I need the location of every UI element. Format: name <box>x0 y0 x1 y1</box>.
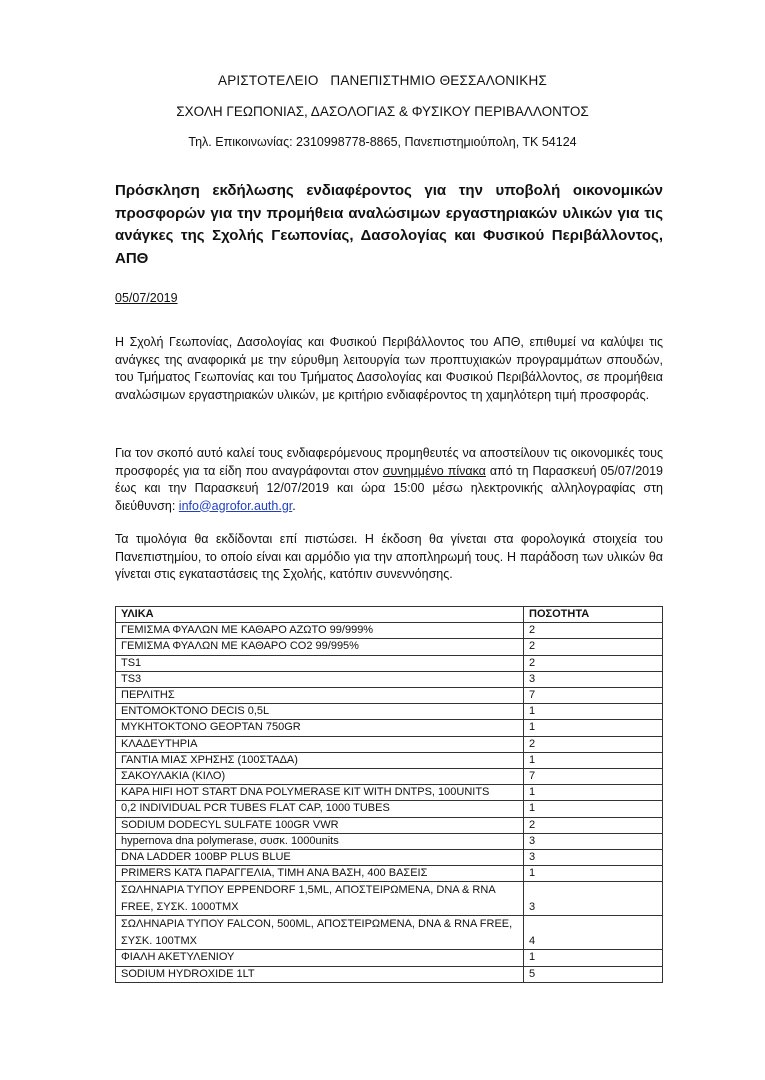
material-name: SODIUM DODECYL SULFATE 100GR VWR <box>116 817 524 833</box>
material-name: ΚΛΑΔΕΥΤΗΡΙΑ <box>116 736 524 752</box>
material-name: ΜΥΚΗΤΟΚΤΟΝΟ GEOPTAN 750GR <box>116 720 524 736</box>
material-quantity: 1 <box>524 801 663 817</box>
column-header-materials: ΥΛΙΚΑ <box>116 607 524 623</box>
material-quantity: 1 <box>524 704 663 720</box>
materials-table <box>115 606 663 983</box>
column-header-quantity: ΠΟΣΟΤΗΤΑ <box>524 607 663 623</box>
material-quantity: 1 <box>524 785 663 801</box>
instructions-text-3: . <box>292 498 296 513</box>
attached-table-reference: συνημμένο πίνακα <box>382 463 486 478</box>
material-quantity: 3 <box>524 833 663 849</box>
table-row <box>116 639 663 655</box>
table-row <box>116 655 663 671</box>
material-name: TS3 <box>116 671 524 687</box>
material-name: TS1 <box>116 655 524 671</box>
material-quantity: 5 <box>524 966 663 982</box>
instructions-text-1: Για τον σκοπό αυτό καλεί τους ενδιαφερόμενους προμηθευτές να αποστείλουν τις οικονομικές τους προσφορές για τα είδη που αναγράφονται στον <box>115 446 663 478</box>
table-row <box>116 720 663 736</box>
material-name: KAPA HIFI HOT START DNA POLYMERASE KIT WITH DNTPS, 100UNITS <box>116 785 524 801</box>
material-quantity: 3 <box>524 850 663 866</box>
table-row <box>116 833 663 849</box>
instructions-paragraph <box>115 445 663 515</box>
invoicing-paragraph: Τα τιμολόγια θα εκδίδονται επί πιστώσει. Η έκδοση θα γίνεται στα φορολογικά στοιχεία του Πανεπιστημίου, το οποίο είναι και αρμόδιο για την αποπληρωμή τους. Η παράδοση των υλικών θα γίνεται στις εγκαταστάσεις της Σχολής, κατόπιν συνεννόησης. <box>115 532 663 581</box>
material-name: ΕΝΤΟΜΟΚΤΟΝΟ DECIS 0,5L <box>116 704 524 720</box>
material-quantity: 1 <box>524 752 663 768</box>
material-name: hypernova dna polymerase, συσκ. 1000units <box>116 833 524 849</box>
school-name: ΣΧΟΛΗ ΓΕΩΠΟΝΙΑΣ, ΔΑΣΟΛΟΓΙΑΣ & ΦΥΣΙΚΟΥ ΠΕΡΙΒΑΛΛΟΝΤΟΣ <box>176 104 589 119</box>
table-row <box>116 950 663 966</box>
material-name: ΓΕΜΙΣΜΑ ΦΥΑΛΩΝ ΜΕ ΚΑΘΑΡΟ CO2 99/995% <box>116 639 524 655</box>
table-row <box>116 882 663 916</box>
material-quantity: 7 <box>524 688 663 704</box>
table-row <box>116 801 663 817</box>
material-name: SODIUM HYDROXIDE 1LT <box>116 966 524 982</box>
material-quantity: 2 <box>524 736 663 752</box>
material-quantity: 1 <box>524 950 663 966</box>
material-name: ΣΑΚΟΥΛΑΚΙΑ (ΚΙΛΟ) <box>116 769 524 785</box>
material-quantity: 2 <box>524 655 663 671</box>
table-row <box>116 916 663 950</box>
material-quantity: 1 <box>524 866 663 882</box>
table-header-row <box>116 607 663 623</box>
material-quantity: 1 <box>524 720 663 736</box>
material-name: ΦΙΑΛΗ ΑΚΕΤΥΛΕΝΙΟΥ <box>116 950 524 966</box>
table-row <box>116 688 663 704</box>
instructions-text-2: από τη Παρασκευή 05/07/2019 έως και την Παρασκευή 12/07/2019 και ώρα 15:00 μέσω ηλεκτρονικής αλληλογραφίας στη διεύθυνση: <box>115 463 664 513</box>
table-row <box>116 752 663 768</box>
intro-paragraph: Η Σχολή Γεωπονίας, Δασολογίας και Φυσικού Περιβάλλοντος του ΑΠΘ, επιθυμεί να καλύψει τις ανάγκες της αναφορικά με την εύρυθμη λειτουργία των προπτυχιακών προγραμμάτων σπουδών, του Τμήματος Γεωπονίας και του Τμήματος Δασολογίας και Φυσικού Περιβάλλοντος, σε προμήθεια αναλώσιμων εργαστηριακών υλικών, με κριτήριο ενδιαφέροντος τη χαμηλότερη τιμή προσφοράς. <box>115 335 663 402</box>
material-quantity: 4 <box>524 916 663 950</box>
material-name: ΠΕΡΛΙΤΗΣ <box>116 688 524 704</box>
material-quantity: 2 <box>524 817 663 833</box>
table-row <box>116 623 663 639</box>
table-row <box>116 966 663 982</box>
table-row <box>116 785 663 801</box>
table-row <box>116 736 663 752</box>
table-row <box>116 769 663 785</box>
contact-info: Τηλ. Επικοινωνίας: 2310998778-8865, Πανεπιστημιούπολη, ΤΚ 54124 <box>188 135 577 149</box>
university-name: ΑΡΙΣΤΟΤΕΛΕΙΟ ΠΑΝΕΠΙΣΤΗΜΙΟ ΘΕΣΣΑΛΟΝΙΚΗΣ <box>217 73 547 88</box>
material-name: PRIMERS ΚΑΤΆ ΠΑΡΑΓΓΕΛΙΑ, ΤΙΜΗ ΑΝΑ ΒΑΣΗ, 400 ΒΑΣΕΙΣ <box>116 866 524 882</box>
material-quantity: 2 <box>524 623 663 639</box>
table-row <box>116 866 663 882</box>
table-row <box>116 671 663 687</box>
table-row <box>116 817 663 833</box>
material-quantity: 7 <box>524 769 663 785</box>
material-quantity: 2 <box>524 639 663 655</box>
material-name: ΓΕΜΙΣΜΑ ΦΥΑΛΩΝ ΜΕ ΚΑΘΑΡΟ ΑΖΩΤΟ 99/999% <box>116 623 524 639</box>
material-name: ΣΩΛΗΝΑΡΙΑ ΤΥΠΟΥ FALCON, 500ML, ΑΠΟΣΤΕΙΡΩΜΕΝΑ, DNA & RNA FREE, ΣΥΣΚ. 100ΤΜΧ <box>116 916 524 950</box>
table-row <box>116 850 663 866</box>
material-name: DNA LADDER 100BP PLUS BLUE <box>116 850 524 866</box>
material-name: ΣΩΛΗΝΑΡΙΑ ΤΥΠΟΥ EPPENDORF 1,5ML, ΑΠΟΣΤΕΙΡΩΜΕΝΑ, DNA & RNA FREE, ΣΥΣΚ. 1000ΤΜΧ <box>116 882 524 916</box>
material-name: 0,2 INDIVIDUAL PCR TUBES FLAT CAP, 1000 TUBES <box>116 801 524 817</box>
material-quantity: 3 <box>524 671 663 687</box>
material-quantity: 3 <box>524 882 663 916</box>
material-name: ΓΑΝΤΙΑ ΜΙΑΣ ΧΡΗΣΗΣ (100ΣΤΑΔΑ) <box>116 752 524 768</box>
document-date: 05/07/2019 <box>115 291 178 305</box>
table-row <box>116 704 663 720</box>
document-title: Πρόσκληση εκδήλωσης ενδιαφέροντος για την υποβολή οικονομικών προσφορών για την προμήθεια αναλώσιμων εργαστηριακών υλικών για τις ανάγκες της Σχολής Γεωπονίας, Δασολογίας και Φυσικού Περιβάλλοντος, ΑΠΘ <box>115 182 663 267</box>
email-link[interactable]: info@agrofor.auth.gr <box>178 498 293 513</box>
